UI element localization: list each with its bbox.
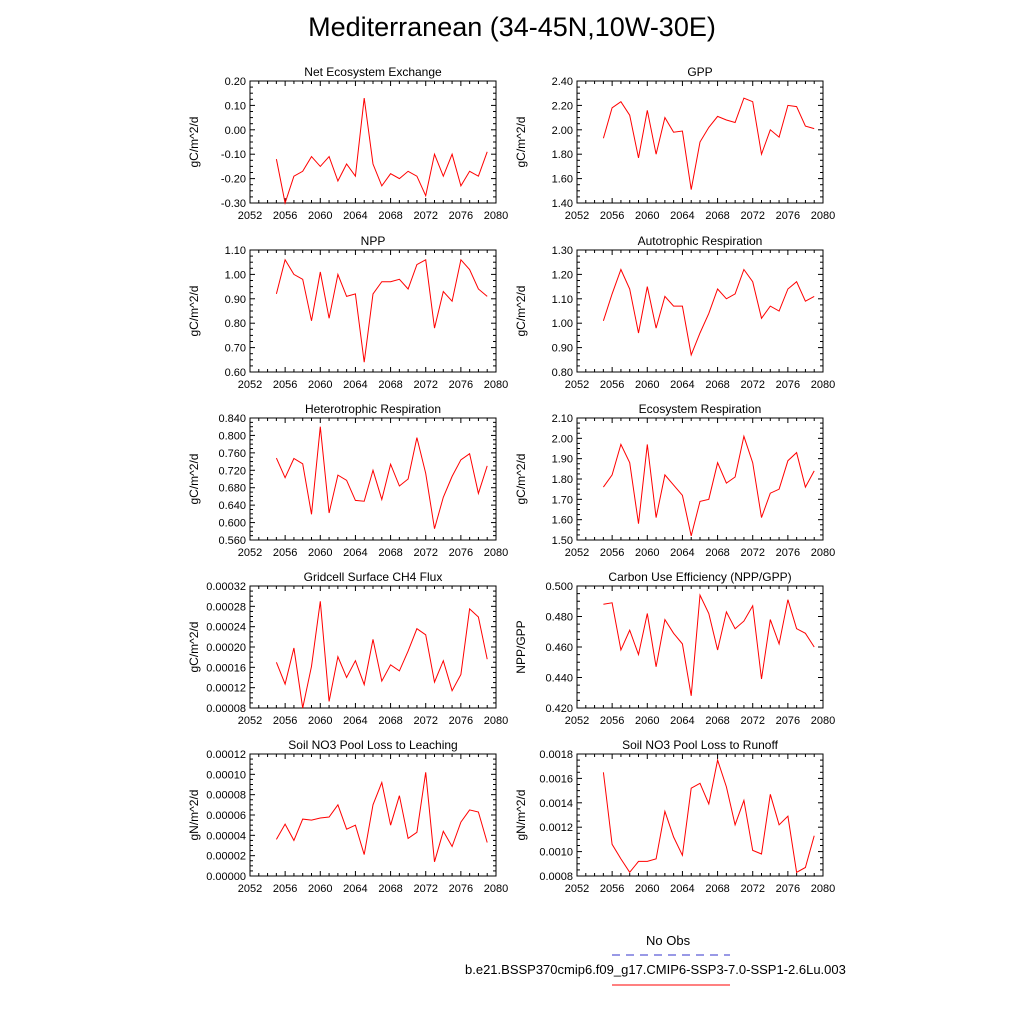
- y-tick-label: 1.90: [551, 453, 573, 466]
- y-tick-label: 1.00: [551, 318, 573, 331]
- x-tick-label: 2064: [670, 883, 695, 895]
- x-tick-label: 2060: [635, 715, 660, 727]
- x-tick-label: 2052: [237, 547, 263, 559]
- plot-frame: [577, 250, 823, 372]
- x-tick-label: 2072: [740, 883, 765, 895]
- series-line: [276, 98, 487, 203]
- x-tick-label: 2080: [810, 883, 836, 895]
- main-title: Mediterranean (34-45N,10W-30E): [308, 12, 716, 42]
- x-tick-label: 2068: [378, 210, 403, 222]
- series-line: [603, 760, 814, 872]
- x-tick-label: 2056: [599, 210, 625, 222]
- y-tick-label: 0.00: [224, 124, 246, 137]
- x-tick-label: 2060: [635, 547, 660, 559]
- x-tick-label: 2072: [413, 715, 438, 727]
- y-tick-label: 0.640: [218, 500, 246, 513]
- x-tick-label: 2056: [272, 547, 298, 559]
- y-axis-label: gC/m^2/d: [514, 453, 528, 505]
- y-tick-label: 0.720: [218, 465, 246, 478]
- y-tick-label: 0.00012: [206, 749, 246, 761]
- y-tick-label: 0.00000: [206, 871, 246, 883]
- y-tick-label: 0.840: [218, 413, 246, 425]
- y-tick-label: 0.0012: [539, 822, 573, 835]
- x-tick-label: 2068: [378, 715, 403, 727]
- x-tick-label: 2080: [483, 547, 509, 559]
- x-tick-label: 2052: [237, 883, 263, 895]
- y-tick-label: 0.460: [545, 642, 573, 654]
- y-axis-label: gN/m^2/d: [514, 789, 528, 841]
- y-tick-label: 0.440: [545, 672, 573, 685]
- y-axis-label: gC/m^2/d: [187, 453, 201, 505]
- y-axis-label: gC/m^2/d: [514, 285, 528, 337]
- y-axis-label: NPP/GPP: [514, 620, 528, 674]
- x-tick-label: 2072: [740, 547, 765, 559]
- y-axis-label: gN/m^2/d: [187, 789, 201, 841]
- y-tick-label: 1.60: [551, 514, 573, 527]
- chart-panel-7: [187, 570, 508, 727]
- y-tick-label: 0.00032: [206, 581, 246, 593]
- y-tick-label: 0.10: [224, 100, 246, 113]
- chart-title: Gridcell Surface CH4 Flux: [303, 570, 443, 584]
- y-tick-label: 0.00010: [206, 769, 246, 782]
- y-tick-label: 2.00: [551, 124, 573, 137]
- y-tick-label: 0.00008: [206, 789, 246, 802]
- x-tick-label: 2080: [810, 379, 836, 391]
- x-tick-label: 2068: [705, 883, 730, 895]
- chart-title: Ecosystem Respiration: [638, 402, 762, 416]
- x-tick-label: 2076: [775, 547, 801, 559]
- x-tick-label: 2080: [810, 547, 836, 559]
- y-tick-label: 1.30: [551, 245, 573, 257]
- chart-title: Soil NO3 Pool Loss to Leaching: [288, 738, 458, 752]
- chart-panel-8: [514, 570, 835, 727]
- x-tick-label: 2076: [775, 715, 801, 727]
- x-tick-label: 2052: [564, 210, 590, 222]
- x-tick-label: 2056: [599, 883, 625, 895]
- y-tick-label: 0.00024: [206, 621, 246, 634]
- x-tick-label: 2060: [635, 210, 660, 222]
- x-tick-label: 2076: [775, 379, 801, 391]
- y-axis-label: gC/m^2/d: [187, 621, 201, 673]
- y-tick-label: 0.00004: [206, 830, 246, 843]
- x-tick-label: 2068: [705, 715, 730, 727]
- y-tick-label: 2.40: [551, 76, 573, 88]
- series-line: [603, 270, 814, 355]
- x-tick-label: 2076: [448, 547, 474, 559]
- y-tick-label: 2.10: [551, 413, 573, 425]
- legend-case-label: b.e21.BSSP370cmip6.f09_g17.CMIP6-SSP3-7.0-SSP1-2.6Lu.003: [465, 962, 846, 977]
- chart-panel-1: [187, 65, 508, 222]
- y-tick-label: 0.20: [224, 76, 246, 88]
- y-tick-label: 1.60: [551, 173, 573, 186]
- x-tick-label: 2060: [635, 883, 660, 895]
- y-tick-label: 0.80: [224, 318, 246, 331]
- x-tick-label: 2052: [237, 715, 263, 727]
- series-line: [276, 427, 487, 529]
- x-tick-label: 2060: [308, 883, 333, 895]
- plot-frame: [577, 754, 823, 876]
- y-tick-label: 0.00006: [206, 810, 246, 822]
- y-tick-label: 0.800: [218, 430, 246, 443]
- x-tick-label: 2068: [378, 379, 403, 391]
- series-line: [603, 436, 814, 536]
- x-tick-label: 2064: [343, 715, 368, 727]
- x-tick-label: 2080: [483, 210, 509, 222]
- x-tick-label: 2056: [272, 883, 298, 895]
- x-tick-label: 2064: [670, 379, 695, 391]
- chart-title: Autotrophic Respiration: [637, 234, 763, 248]
- y-tick-label: 1.10: [224, 245, 246, 257]
- x-tick-label: 2064: [670, 210, 695, 222]
- chart-panel-9: [187, 738, 508, 895]
- y-tick-label: 1.10: [551, 293, 573, 306]
- y-tick-label: 0.00008: [206, 703, 246, 715]
- series-line: [276, 772, 487, 862]
- y-tick-label: 0.00012: [206, 682, 246, 695]
- x-tick-label: 2056: [272, 210, 298, 222]
- x-tick-label: 2072: [413, 210, 438, 222]
- x-tick-label: 2072: [413, 547, 438, 559]
- x-tick-label: 2068: [378, 547, 403, 559]
- series-line: [603, 595, 814, 696]
- y-tick-label: 0.0010: [539, 846, 573, 859]
- x-tick-label: 2080: [483, 379, 509, 391]
- chart-panel-2: [514, 65, 835, 222]
- x-tick-label: 2076: [448, 379, 474, 391]
- x-tick-label: 2056: [599, 715, 625, 727]
- y-tick-label: 0.00028: [206, 601, 246, 614]
- series-line: [603, 98, 814, 190]
- chart-panel-4: [514, 234, 835, 391]
- x-tick-label: 2076: [448, 715, 474, 727]
- chart-title: Heterotrophic Respiration: [304, 402, 442, 416]
- chart-panel-5: [187, 402, 508, 559]
- x-tick-label: 2072: [413, 883, 438, 895]
- x-tick-label: 2072: [740, 379, 765, 391]
- x-tick-label: 2064: [343, 379, 368, 391]
- y-tick-label: 0.90: [224, 293, 246, 306]
- chart-title: NPP: [360, 234, 386, 248]
- chart-title: Carbon Use Efficiency (NPP/GPP): [608, 570, 792, 584]
- y-tick-label: 0.600: [218, 517, 246, 530]
- y-tick-label: 2.00: [551, 433, 573, 446]
- chart-title: Net Ecosystem Exchange: [304, 65, 442, 79]
- plot-frame: [250, 81, 496, 203]
- x-tick-label: 2064: [343, 210, 368, 222]
- x-tick-label: 2064: [670, 715, 695, 727]
- y-tick-label: 0.0018: [539, 749, 573, 761]
- x-tick-label: 2056: [272, 715, 298, 727]
- chart-title: GPP: [687, 65, 713, 79]
- y-tick-label: -0.20: [220, 173, 246, 186]
- x-tick-label: 2064: [343, 547, 368, 559]
- y-tick-label: 0.480: [545, 611, 573, 624]
- y-tick-label: 0.0008: [539, 871, 573, 883]
- y-tick-label: 0.00016: [206, 662, 246, 675]
- y-tick-label: 1.80: [551, 149, 573, 162]
- y-tick-label: 1.40: [551, 198, 573, 210]
- x-tick-label: 2052: [564, 379, 590, 391]
- x-tick-label: 2080: [483, 883, 509, 895]
- y-tick-label: 0.80: [551, 367, 573, 379]
- legend-obs-label: No Obs: [646, 933, 691, 948]
- x-tick-label: 2056: [599, 547, 625, 559]
- y-tick-label: 0.0016: [539, 773, 573, 786]
- y-tick-label: 0.420: [545, 703, 573, 715]
- x-tick-label: 2076: [775, 210, 801, 222]
- x-tick-label: 2076: [448, 883, 474, 895]
- x-tick-label: 2052: [237, 210, 263, 222]
- x-tick-label: 2052: [237, 379, 263, 391]
- y-tick-label: 0.760: [218, 447, 246, 460]
- x-tick-label: 2060: [308, 547, 333, 559]
- y-tick-label: 0.70: [224, 342, 246, 355]
- x-tick-label: 2060: [308, 715, 333, 727]
- x-tick-label: 2080: [810, 715, 836, 727]
- y-axis-label: gC/m^2/d: [187, 285, 201, 337]
- x-tick-label: 2068: [705, 379, 730, 391]
- x-tick-label: 2052: [564, 883, 590, 895]
- y-tick-label: 1.20: [551, 269, 573, 282]
- chart-panel-3: [187, 234, 508, 391]
- chart-panel-6: [514, 402, 835, 559]
- plot-frame: [250, 418, 496, 540]
- x-tick-label: 2056: [272, 379, 298, 391]
- y-tick-label: 0.0014: [539, 797, 573, 810]
- plot-frame: [577, 418, 823, 540]
- y-tick-label: 1.00: [224, 269, 246, 282]
- y-tick-label: 0.60: [224, 367, 246, 379]
- y-tick-label: 0.00002: [206, 850, 246, 863]
- x-tick-label: 2052: [564, 547, 590, 559]
- x-tick-label: 2076: [448, 210, 474, 222]
- y-tick-label: 0.560: [218, 535, 246, 547]
- y-tick-label: 0.00020: [206, 642, 246, 654]
- x-tick-label: 2072: [740, 210, 765, 222]
- y-tick-label: -0.30: [220, 198, 246, 210]
- x-tick-label: 2064: [343, 883, 368, 895]
- x-tick-label: 2060: [635, 379, 660, 391]
- y-tick-label: 0.500: [545, 581, 573, 593]
- x-tick-label: 2064: [670, 547, 695, 559]
- plot-frame: [250, 754, 496, 876]
- plot-frame: [250, 586, 496, 708]
- y-axis-label: gC/m^2/d: [187, 116, 201, 168]
- x-tick-label: 2060: [308, 210, 333, 222]
- y-axis-label: gC/m^2/d: [514, 116, 528, 168]
- y-tick-label: 1.70: [551, 494, 573, 507]
- x-tick-label: 2072: [740, 715, 765, 727]
- x-tick-label: 2080: [483, 715, 509, 727]
- y-tick-label: 1.80: [551, 474, 573, 486]
- x-tick-label: 2068: [378, 883, 403, 895]
- x-tick-label: 2076: [775, 883, 801, 895]
- series-line: [276, 260, 487, 362]
- x-tick-label: 2068: [705, 210, 730, 222]
- y-tick-label: 2.20: [551, 100, 573, 113]
- plot-frame: [577, 586, 823, 708]
- x-tick-label: 2052: [564, 715, 590, 727]
- chart-title: Soil NO3 Pool Loss to Runoff: [622, 738, 778, 752]
- y-tick-label: 0.680: [218, 482, 246, 495]
- chart-panel-10: [514, 738, 835, 895]
- x-tick-label: 2060: [308, 379, 333, 391]
- y-tick-label: -0.10: [220, 149, 246, 162]
- y-tick-label: 1.50: [551, 535, 573, 547]
- x-tick-label: 2068: [705, 547, 730, 559]
- x-tick-label: 2072: [413, 379, 438, 391]
- x-tick-label: 2080: [810, 210, 836, 222]
- y-tick-label: 0.90: [551, 342, 573, 355]
- x-tick-label: 2056: [599, 379, 625, 391]
- series-line: [276, 601, 487, 708]
